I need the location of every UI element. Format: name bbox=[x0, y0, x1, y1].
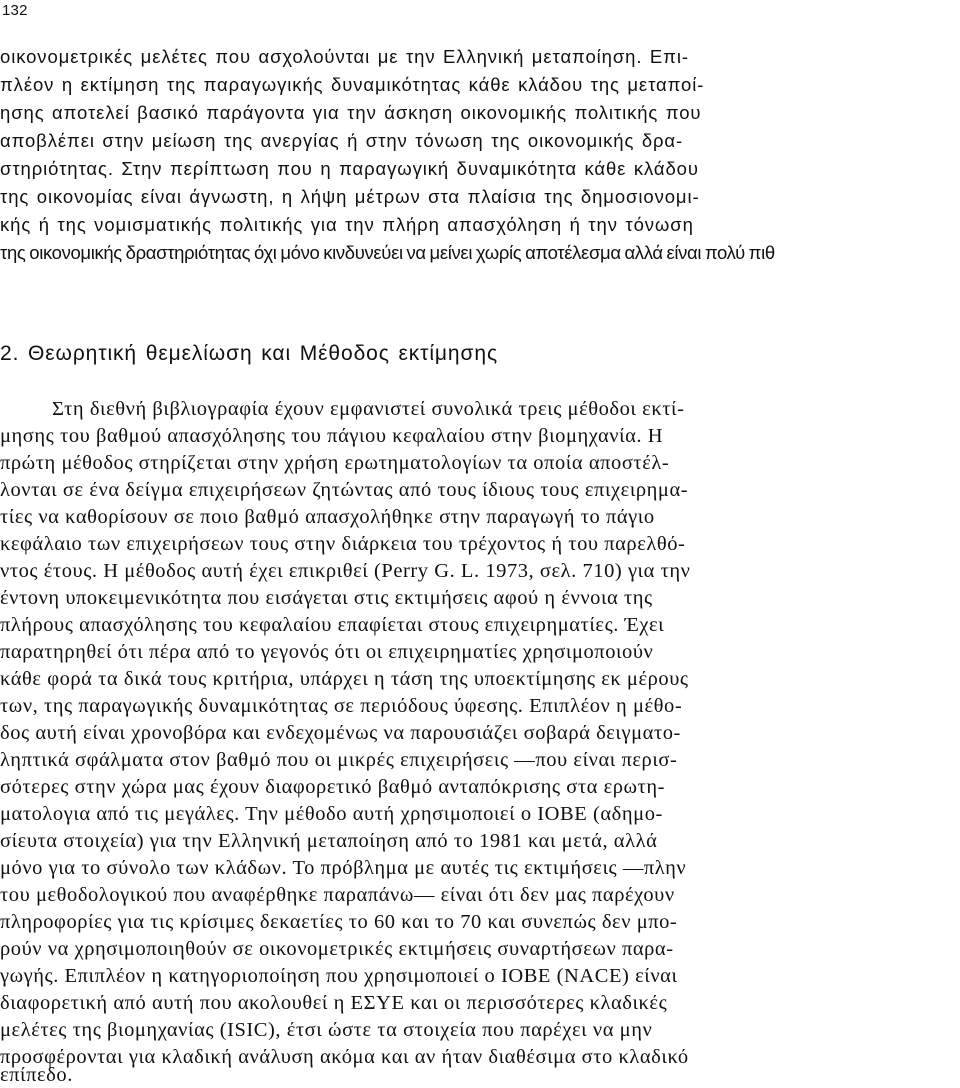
text-line: προσφέρονται για κλαδική ανάλυση ακόμα και αν ήταν διαθέσιμα στο κλαδικό bbox=[0, 1046, 689, 1068]
text-line: κής ή της νομισματικής πολιτικής για την πλήρη απασχόληση ή την τόνωση bbox=[0, 214, 694, 235]
page-number: 132 bbox=[2, 2, 28, 19]
text-line: της οικονομίας είναι άγνωστη, η λήψη μέτρων στα πλαίσια της δημοσιονομι- bbox=[0, 186, 700, 207]
text-line: Στη διεθνή βιβλιογραφία έχουν εμφανιστεί συνολικά τρεις μέθοδοι εκτί- bbox=[52, 398, 685, 420]
text-line: πληροφορίες για τις κρίσιμες δεκαετίες το 60 και το 70 και συνεπώς δεν μπο- bbox=[0, 911, 678, 933]
text-line: του μεθοδολογικού που αναφέρθηκε παραπάνω— είναι ότι δεν μας παρέχουν bbox=[0, 884, 675, 906]
text-line: σότερες στην χώρα μας έχουν διαφορετικό βαθμό ανταπόκρισης στα ερωτη- bbox=[0, 776, 665, 798]
text-line: μόνο για το σύνολο των κλάδων. Το πρόβλημα με αυτές τις εκτιμήσεις —πλην bbox=[0, 857, 687, 879]
text-line: παρατηρηθεί ότι πέρα από το γεγονός ότι οι επιχειρηματίες χρησιμοποιούν bbox=[0, 641, 654, 663]
text-line: διαφορετική από αυτή που ακολουθεί η ΕΣΥΕ και οι περισσότερες κλαδικές bbox=[0, 992, 668, 1014]
text-line: ματολογια από τις μεγάλες. Την μέθοδο αυτή χρησιμοποιεί ο ΙΟΒΕ (αδημο- bbox=[0, 803, 663, 825]
text-line: των, της παραγωγικής δυναμικότητας σε περιόδους ύφεσης. Επιπλέον η μέθο- bbox=[0, 695, 683, 717]
text-line: στηριότητας. Στην περίπτωση που η παραγωγική δυναμικότητα κάθε κλάδου bbox=[0, 158, 699, 179]
text-line: μησης του βαθμού απασχόλησης του πάγιου κεφαλαίου στην βιομηχανία. Η bbox=[0, 425, 664, 447]
text-line: κεφάλαιο των επιχειρήσεων τους στην διάρκεια του τρέχοντος ή του παρελθό- bbox=[0, 533, 686, 555]
text-line: σίευτα στοιχεία) για την Ελληνική μεταποίηση από το 1981 και μετά, αλλά bbox=[0, 830, 658, 852]
text-line: λονται σε ένα δείγμα επιχειρήσεων ζητώντας από τους ίδιους τους επιχειρημα- bbox=[0, 479, 689, 501]
text-line: δος αυτή είναι χρονοβόρα και ενδεχομένως να παρουσιάζει σοβαρά δειγματο- bbox=[0, 722, 681, 744]
text-line: επίπεδο. bbox=[0, 1064, 73, 1086]
text-line: ρούν να χρησιμοποιηθούν σε οικονομετρικές εκτιμήσεις συναρτήσεων παρα- bbox=[0, 938, 674, 960]
text-line: πρώτη μέθοδος στηρίζεται στην χρήση ερωτηματολογίων τα οποία αποστέλ- bbox=[0, 452, 670, 474]
text-line: της οικονομικής δραστηριότητας όχι μόνο κινδυνεύει να μείνει χωρίς αποτέλεσμα αλλά είναι πολύ πιθ bbox=[0, 242, 775, 263]
text-line: κάθε φορά τα δικά τους κριτήρια, υπάρχει η τάση της υποεκτίμησης εκ μέρους bbox=[0, 668, 689, 690]
text-line: αποβλέπει στην μείωση της ανεργίας ή στην τόνωση της οικονομικής δρα- bbox=[0, 130, 684, 151]
text-line: μελέτες της βιομηχανίας (ISIC), έτσι ώστε τα στοιχεία που παρέχει να μην bbox=[0, 1019, 653, 1041]
text-line: έντονη υποκειμενικότητα που εισάγεται στις εκτιμήσεις αφού η έννοια της bbox=[0, 587, 653, 609]
text-line: γωγής. Επιπλέον η κατηγοριοποίηση που χρησιμοποιεί ο ΙΟΒΕ (NACE) είναι bbox=[0, 965, 678, 987]
text-line: οικονομετρικές μελέτες που ασχολούνται με την Ελληνική μεταποίηση. Επι- bbox=[0, 46, 689, 67]
text-line: τίες να καθορίσουν σε ποιο βαθμό απασχολήθηκε στην παραγωγή το πάγιο bbox=[0, 506, 655, 528]
text-line: ησης αποτελεί βασικό παράγοντα για την άσκηση οικονομικής πολιτικής που bbox=[0, 102, 702, 123]
section-heading: 2. Θεωρητική θεμελίωση και Μέθοδος εκτίμησης bbox=[0, 342, 498, 365]
text-line: ντος έτους. Η μέθοδος αυτή έχει επικριθεί (Perry G. L. 1973, σελ. 710) για την bbox=[0, 560, 691, 582]
text-line: πλήρους απασχόλησης του κεφαλαίου επαφίεται στους επιχειρηματίες. Έχει bbox=[0, 614, 665, 636]
text-line: πλέον η εκτίμηση της παραγωγικής δυναμικότητας κάθε κλάδου της μεταποί- bbox=[0, 74, 705, 95]
text-line: ληπτικά σφάλματα στον βαθμό που οι μικρές επιχειρήσεις —που είναι περισ- bbox=[0, 749, 678, 771]
